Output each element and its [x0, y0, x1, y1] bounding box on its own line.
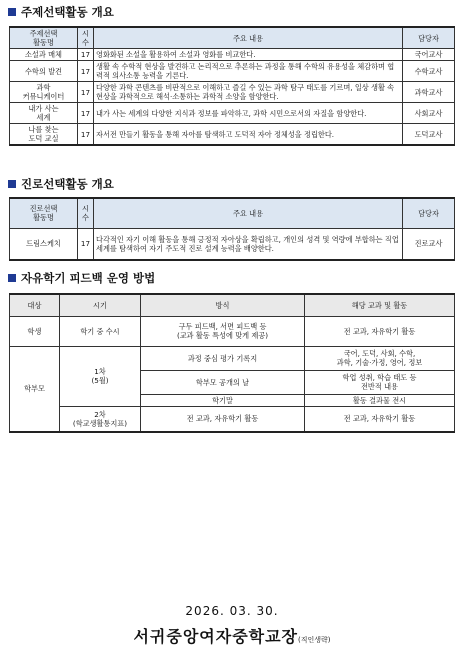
period-student: 학기 중 수시 [60, 316, 141, 346]
activity-hours: 17 [78, 61, 94, 82]
school-signature [0, 624, 464, 647]
activity-hours: 17 [78, 228, 94, 260]
activity-teacher: 진로교사 [403, 228, 455, 260]
activity-hours: 17 [78, 49, 94, 61]
table-row [10, 61, 455, 82]
activity-hours: 17 [78, 124, 94, 146]
section-3-title [8, 271, 155, 285]
header-activity: 진로선택 활동명 [10, 198, 78, 228]
section-1-title-text: 주제선택활동 개요 [21, 5, 114, 19]
activity-hours: 17 [78, 82, 94, 103]
table-row [10, 103, 455, 124]
section-2-title-text: 진로선택활동 개요 [21, 177, 114, 191]
target-parent: 학부모 [10, 346, 60, 432]
activity-teacher: 과학교사 [403, 82, 455, 103]
activity-teacher: 사회교사 [403, 103, 455, 124]
square-bullet-icon [8, 274, 16, 282]
document-date: 2026. 03. 30. [185, 604, 279, 618]
header-subject: 해당 교과 및 활동 [305, 294, 455, 316]
subject-parent-2: 전 교과, 자유학기 활동 [305, 406, 455, 432]
feedback-table [9, 293, 455, 433]
activity-content: 자서전 만들기 활동을 통해 자아를 탐색하고 도덕적 자아 정체성을 정립한다. [94, 124, 403, 146]
activity-name: 내가 사는 세계 [10, 103, 78, 124]
subject-parent: 학업 성취, 학습 태도 등 전반적 내용 [305, 370, 455, 394]
activity-name: 드림스케치 [10, 228, 78, 260]
method-parent: 과정 중심 평가 기록지 [141, 346, 305, 370]
subject-parent: 국어, 도덕, 사회, 수학, 과학, 기술·가정, 영어, 정보 [305, 346, 455, 370]
activity-name: 소설과 매체 [10, 49, 78, 61]
table-row [10, 228, 455, 260]
activity-name: 과학 커뮤니케이터 [10, 82, 78, 103]
header-method: 방식 [141, 294, 305, 316]
section-1-title [8, 5, 114, 19]
activity-content: 생활 속 수학적 현상을 발견하고 논리적으로 추론하는 과정을 통해 수학의 유용성을 체감하며 협력적 의사소통 능력을 기른다. [94, 61, 403, 82]
subject-student: 전 교과, 자유학기 활동 [305, 316, 455, 346]
table-row [10, 124, 455, 146]
section-3-title-text: 자유학기 피드백 운영 방법 [21, 271, 156, 285]
method-student: 구두 피드백, 서면 피드백 등 (교과 활동 특성에 맞게 제공) [141, 316, 305, 346]
header-teacher: 담당자 [403, 198, 455, 228]
subject-parent: 활동 결과물 전시 [305, 394, 455, 406]
header-content: 주요 내용 [94, 198, 403, 228]
activity-content: 다각적인 자기 이해 활동을 통해 긍정적 자아상을 확립하고, 개인의 성격 및 역량에 부합하는 직업 세계를 탐색하여 자기 주도적 진로 설계 능력을 배양한다. [94, 228, 403, 260]
career-activity-table [9, 197, 455, 261]
activity-teacher: 국어교사 [403, 49, 455, 61]
activity-content: 영화화된 소설을 활용하여 소설과 영화를 비교한다. [94, 49, 403, 61]
square-bullet-icon [8, 8, 16, 16]
method-parent: 학기말 [141, 394, 305, 406]
activity-name: 수학의 발견 [10, 61, 78, 82]
table-row [10, 406, 455, 432]
table-row [10, 49, 455, 61]
header-target: 대상 [10, 294, 60, 316]
header-teacher: 담당자 [403, 27, 455, 49]
section-2-title [8, 177, 114, 191]
period-parent-1: 1차 (5월) [60, 346, 141, 406]
seal-omitted-note: (직인생략) [298, 636, 331, 644]
header-content: 주요 내용 [94, 27, 403, 49]
table-row [10, 316, 455, 346]
header-hours: 시 수 [78, 27, 94, 49]
header-activity: 주제선택 활동명 [10, 27, 78, 49]
header-period: 시기 [60, 294, 141, 316]
school-name: 서귀중앙여자중학교장 [133, 627, 299, 646]
topic-activity-table [9, 26, 455, 146]
activity-teacher: 수학교사 [403, 61, 455, 82]
target-student: 학생 [10, 316, 60, 346]
activity-hours: 17 [78, 103, 94, 124]
method-parent-2: 전 교과, 자유학기 활동 [141, 406, 305, 432]
table-row [10, 346, 455, 370]
activity-teacher: 도덕교사 [403, 124, 455, 146]
table-row [10, 82, 455, 103]
activity-content: 내가 사는 세계의 다양한 지식과 정보를 파악하고, 과학 시민으로서의 자질을 함양한다. [94, 103, 403, 124]
square-bullet-icon [8, 180, 16, 188]
method-parent: 학부모 공개의 날 [141, 370, 305, 394]
activity-name: 나를 찾는 도덕 교실 [10, 124, 78, 146]
period-parent-2: 2차 (학교생활통지표) [60, 406, 141, 432]
activity-content: 다양한 과학 콘텐츠를 비판적으로 이해하고 즐길 수 있는 과학 탐구 태도를 기르며, 일상 생활 속 현상을 과학적으로 해석·소통하는 과학적 소양을 함양한다. [94, 82, 403, 103]
header-hours: 시 수 [78, 198, 94, 228]
